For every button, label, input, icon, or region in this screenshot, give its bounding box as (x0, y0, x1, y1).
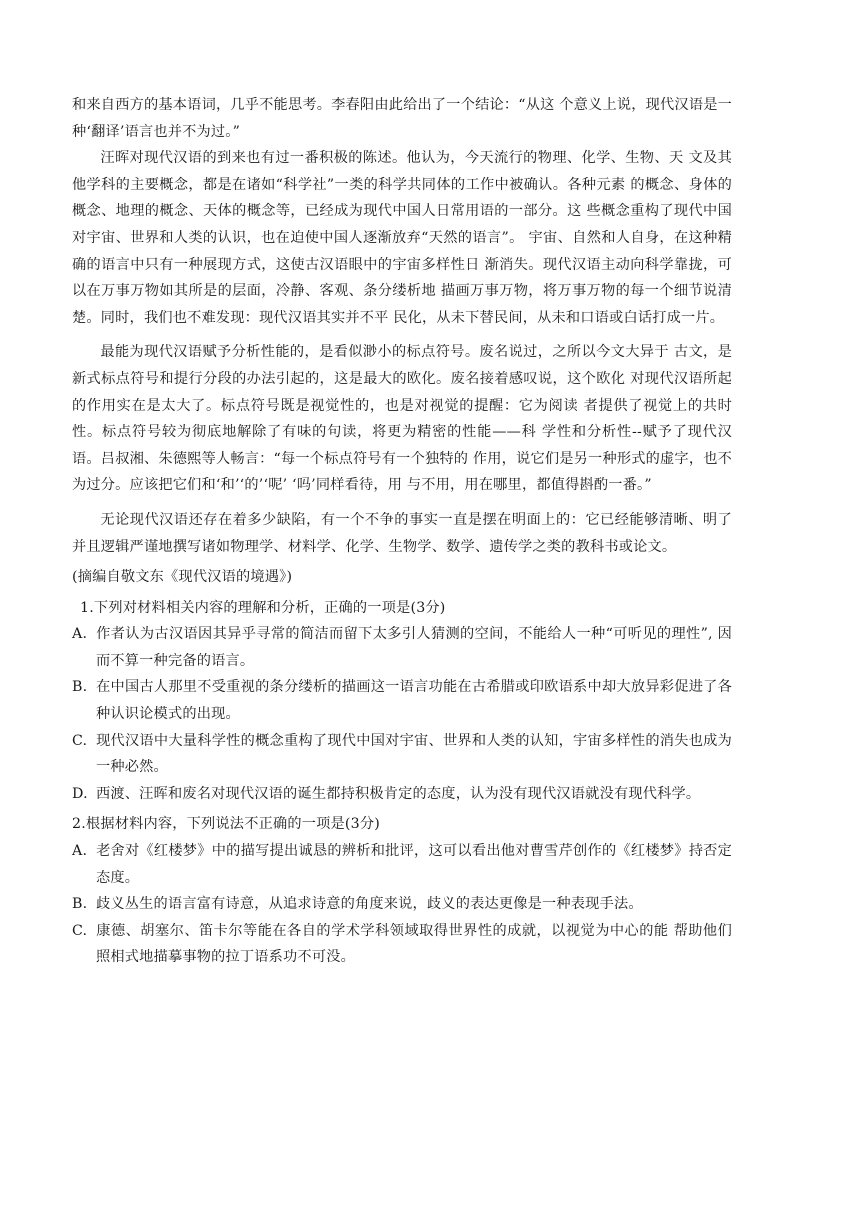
question-1 (72, 595, 732, 808)
question-1-option-c (72, 728, 732, 781)
option-label: A. (72, 843, 88, 860)
option-label: C. (72, 922, 88, 939)
question-1-option-d (72, 781, 732, 808)
question-2-option-b (72, 891, 732, 918)
option-label: D. (72, 785, 88, 802)
passage-source: (摘编自敬文东《现代汉语的境遇》) (72, 569, 293, 586)
question-2 (72, 811, 732, 971)
option-text: 西渡、汪晖和废名对现代汉语的诞生都持积极肯定的态度，认为没有现代汉语就没有现代科学。 (96, 785, 701, 802)
option-label: B. (72, 896, 88, 913)
document-page (72, 92, 732, 971)
question-2-option-c (72, 918, 732, 971)
question-2-stem: 2.根据材料内容，下列说法不正确的一项是(3分) (72, 816, 380, 833)
passage-paragraph-4: 无论现代汉语还存在着多少缺陷，有一个不争的事实一直是摆在明面上的：它已经能够清晰、明了并且逻辑严谨地撰写诸如物理学、材料学、化学、生物学、数学、遗传学之类的教科书或论文。 (72, 511, 732, 555)
question-1-stem: 1.下列对材料相关内容的理解和分析，正确的一项是(3分) (80, 599, 446, 616)
option-label: C. (72, 732, 88, 749)
passage-paragraph-2: 汪晖对现代汉语的到来也有过一番积极的陈述。他认为，今天流行的物理、化学、生物、天 文及其他学科的主要概念，都是在诸如“科学社”一类的科学共同体的工作中被确认。各种元素 的概念、身体的概念、地理的概念、天体的概念等，已经成为现代中国人日常用语的一部分。这 些概念重构了现代中国对宇宙、世界和人类的认识，也在迫使中国人逐渐放弃“天然的语言”。 宇宙、自然和人自身，在这种精确的语言中只有一种展现方式，这使古汉语眼中的宇宙多样性日 渐消失。现代汉语主动向科学靠拢，可以在万事万物如其所是的层面，冷静、客观、条分缕析地 描画万事万物，将万事万物的每一个细节说清楚。同时，我们也不难发现：现代汉语其实并不平 民化，从未下替民间，从未和口语或白话打成一片。 (72, 150, 732, 326)
question-1-option-a (72, 621, 732, 674)
option-text: 作者认为古汉语因其异乎寻常的简洁而留下太多引人猜测的空间，不能给人一种“可听见的理性”, 因而不算一种完备的语言。 (96, 626, 732, 669)
option-label: B. (72, 679, 88, 696)
option-text: 康德、胡塞尔、笛卡尔等能在各自的学术学科领域取得世界性的成就，以视觉为中心的能 帮助他们照相式地描摹事物的拉丁语系功不可没。 (96, 922, 732, 966)
option-label: A. (72, 626, 88, 643)
question-2-option-a (72, 838, 732, 891)
option-text: 老舍对《红楼梦》中的描写提出诚恳的辨析和批评，这可以看出他对曹雪芹创作的《红楼梦》持否定态度。 (96, 843, 732, 886)
question-1-option-b (72, 674, 732, 727)
option-text: 现代汉语中大量科学性的概念重构了现代中国对宇宙、世界和人类的认知，宇宙多样性的消失也成为一种必然。 (96, 732, 732, 776)
option-text: 歧义丛生的语言富有诗意，从追求诗意的角度来说，歧义的表达更像是一种表现手法。 (96, 896, 643, 913)
option-text: 在中国古人那里不受重视的条分缕析的描画这一语言功能在古希腊或印欧语系中却大放异彩促进了各种认识论模式的出现。 (96, 679, 732, 723)
passage-paragraph-1: 和来自西方的基本语词，几乎不能思考。李春阳由此给出了一个结论：“从这 个意义上说，现代汉语是一种‘翻译’语言也并不为过。” (72, 97, 732, 140)
passage-paragraph-3: 最能为现代汉语赋予分析性能的，是看似渺小的标点符号。废名说过，之所以今文大异于 古文，是新式标点符号和提行分段的办法引起的，这是最大的欧化。废名接着感叹说，这个欧化 对现代汉语所起的作用实在是太大了。标点符号既是视觉性的，也是对视觉的提醒：它为阅读 者提供了视觉上的共时性。标点符号较为彻底地解除了有味的句读，将更为精密的性能——科 学性和分析性--赋予了现代汉语。吕叔湘、朱德熙等人畅言：“每一个标点符号有一个独特的 作用，说它们是另一种形式的虚字，也不为过分。应该把它们和‘和’‘的’‘呢’ ‘吗’同样看待，用 与不用，用在哪里，都值得斟酌一番。” (72, 344, 732, 494)
